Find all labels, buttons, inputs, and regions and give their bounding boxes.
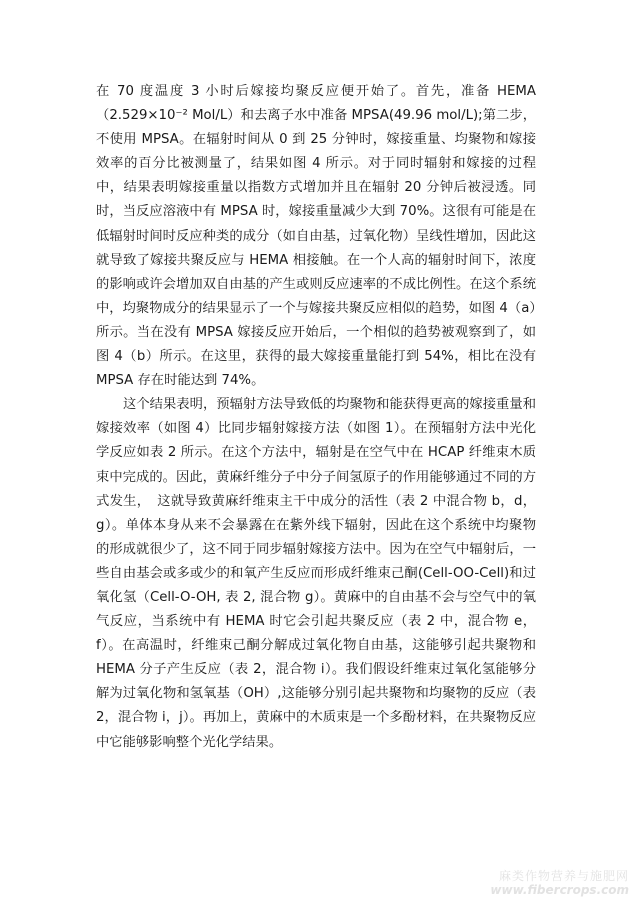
watermark-title: 麻类作物营养与施肥网: [498, 869, 629, 883]
paragraph-2: 这个结果表明，预辐射方法导致低的均聚物和能获得更高的嫁接重量和嫁接效率（如图 4）比同步辐射嫁接方法（如图 1）。在预辐射方法中光化学反应如表 2 所示。在这个方法中，辐射是在空气中在 HCAP 纤维束木质束中完成的。因此，黄麻纤维分子中分子间氢原子的作用能够通过不同的方式发生， 这就导致黄麻纤维束主干中成分的活性（表 2 中混合物 b，d，g）。单体本身从来不会暴露在在紫外线下辐射，因此在这个系统中均聚物的形成就很少了，这不同于同步辐射嫁接方法中。因为在空气中辐射后，一些自由基会或多或少的和氧产生反应而形成纤维束己酮(Cell-OO-Cell)和过氧化氢（Cell-O-OH, 表 2, 混合物 g）。黄麻中的自由基不会与空气中的氧气反应，当系统中有 HEMA 时它会引起共聚反应（表 2 中，混合物 e，f）。在高温时，纤维束己酮分解成过氧化物自由基，这能够引起共聚物和 HEMA 分子产生反应（表 2，混合物 i）。我们假设纤维束过氧化氢能够分解为过氧化物和氢氧基（OH）,这能够分别引起共聚物和均聚物的反应（表 2，混合物 i，j）。再加上，黄麻中的木质束是一个多酚材料，在共聚物反应中它能够影响整个光化学结果。: [96, 397, 536, 750]
watermark: [490, 869, 629, 897]
paragraph-1: 在 70 度温度 3 小时后嫁接均聚反应便开始了。首先，准备 HEMA（2.529×10⁻² Mol/L）和去离子水中准备 MPSA(49.96 mol/L);第二步，不使用 MPSA。在辐射时间从 0 到 25 分钟时，嫁接重量、均聚物和嫁接效率的百分比被测量了，结果如图 4 所示。对于同时辐射和嫁接的过程中，结果表明嫁接重量以指数方式增加并且在辐射 20 分钟后被浸透。同时，当反应溶液中有 MPSA 时，嫁接重量减少大到 70%。这很有可能是在低辐射时间时反应种类的成分（如自由基，过氧化物）呈线性增加，因此这就导致了嫁接共聚反应与 HEMA 相接触。在一个人高的辐射时间下，浓度的影响或许会增加双自由基的产生或则反应速率的不成比例性。在这个系统中，均聚物成分的结果显示了一个与嫁接共聚反应相似的趋势，如图 4（a）所示。当在没有 MPSA 嫁接反应开始后，一个相似的趋势被观察到了，如图 4（b）所示。在这里，获得的最大嫁接重量能打到 54%，相比在没有 MPSA 存在时能达到 74%。: [96, 84, 536, 389]
body-text: [96, 80, 536, 755]
watermark-url: www.fibercrops.com: [490, 883, 629, 897]
